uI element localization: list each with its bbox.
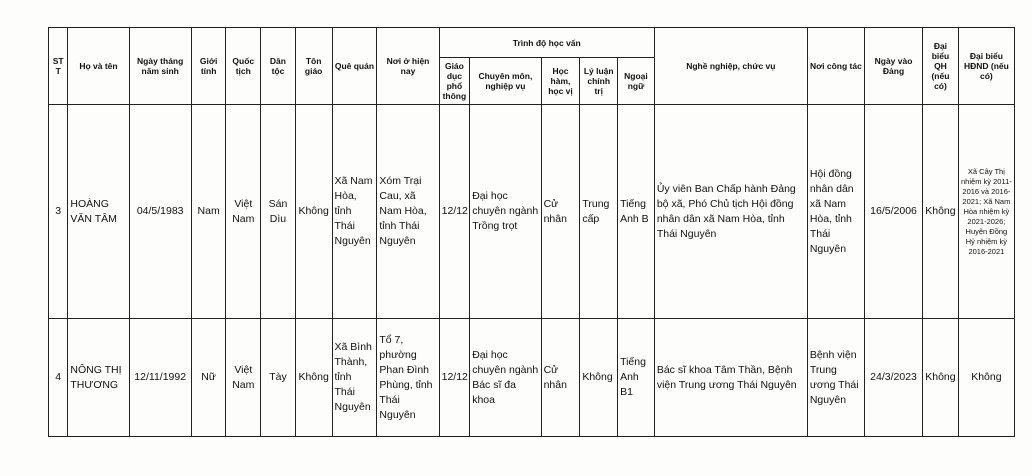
cell-residence: Xóm Trại Cau, xã Nam Hòa, tỉnh Thái Nguyên <box>377 105 439 319</box>
cell-edu-degree: Cử nhân <box>541 319 580 437</box>
cell-edu-general: 12/12 <box>439 319 470 437</box>
table-row <box>49 105 1015 319</box>
cell-stt: 4 <box>49 319 68 437</box>
header-pc-delegate: Đại biểu HĐND (nếu có) <box>958 28 1014 105</box>
cell-dob: 12/11/1992 <box>129 319 191 437</box>
cell-name: HOÀNG VĂN TÂM <box>68 105 129 319</box>
cell-pc-delegate: Không <box>958 319 1014 437</box>
table-row <box>49 319 1015 437</box>
cell-nationality: Việt Nam <box>226 105 261 319</box>
cell-residence: Tổ 7, phường Phan Đình Phùng, tỉnh Thái Nguyên <box>377 319 439 437</box>
cell-pc-delegate: Xã Cây Thị nhiệm kỳ 2011-2016 và 2016-2021; Xã Nam Hòa nhiệm kỳ 2021-2026; Huyện Đồng Hỷ nhiệm kỳ 2016-2021 <box>958 105 1014 319</box>
cell-religion: Không <box>295 105 332 319</box>
cell-stt: 3 <box>49 105 68 319</box>
cell-name: NÔNG THỊ THƯƠNG <box>68 319 129 437</box>
cell-workplace: Hội đồng nhân dân xã Nam Hòa, tỉnh Thái Nguyên <box>807 105 864 319</box>
cell-edu-language: Tiếng Anh B <box>618 105 655 319</box>
header-hometown: Quê quán <box>332 28 377 105</box>
header-stt: ST T <box>49 28 68 105</box>
header-edu-specialty: Chuyên môn, nghiệp vụ <box>470 58 541 105</box>
header-workplace: Nơi công tác <box>807 28 864 105</box>
header-name: Họ và tên <box>68 28 129 105</box>
header-edu-political: Lý luận chính trị <box>580 58 618 105</box>
cell-ethnicity: Sán Dìu <box>261 105 296 319</box>
cell-ethnicity: Tày <box>261 319 296 437</box>
header-edu-language: Ngoại ngữ <box>618 58 655 105</box>
header-education: Trình độ học vấn <box>439 28 654 58</box>
header-nationality: Quốc tịch <box>226 28 261 105</box>
cell-occupation: Bác sĩ khoa Tâm Thần, Bệnh viện Trung ương Thái Nguyên <box>654 319 807 437</box>
cell-edu-specialty: Đại học chuyên ngành Bác sĩ đa khoa <box>470 319 541 437</box>
cell-party-date: 16/5/2006 <box>864 105 922 319</box>
cell-edu-political: Trung cấp <box>580 105 618 319</box>
header-na-delegate: Đại biểu QH (nếu có) <box>923 28 959 105</box>
cell-nationality: Việt Nam <box>226 319 261 437</box>
header-occupation: Nghề nghiệp, chức vụ <box>654 28 807 105</box>
cell-dob: 04/5/1983 <box>129 105 191 319</box>
header-edu-degree: Học hàm, học vị <box>541 58 580 105</box>
header-party-date: Ngày vào Đảng <box>864 28 922 105</box>
cell-hometown: Xã Nam Hòa, tỉnh Thái Nguyên <box>332 105 377 319</box>
header-edu-general: Giáo dục phổ thông <box>439 58 470 105</box>
cell-edu-language: Tiếng Anh B1 <box>618 319 655 437</box>
candidate-table <box>48 27 1015 437</box>
header-dob: Ngày tháng năm sinh <box>129 28 191 105</box>
cell-na-delegate: Không <box>923 319 959 437</box>
cell-edu-degree: Cử nhân <box>541 105 580 319</box>
cell-edu-specialty: Đại học chuyên ngành Trồng trọt <box>470 105 541 319</box>
cell-gender: Nữ <box>191 319 226 437</box>
cell-occupation: Ủy viên Ban Chấp hành Đảng bộ xã, Phó Chủ tịch Hội đồng nhân dân xã Nam Hòa, tỉnh Thái Nguyên <box>654 105 807 319</box>
cell-religion: Không <box>295 319 332 437</box>
cell-party-date: 24/3/2023 <box>864 319 922 437</box>
cell-na-delegate: Không <box>923 105 959 319</box>
header-ethnicity: Dân tộc <box>261 28 296 105</box>
cell-edu-general: 12/12 <box>439 105 470 319</box>
cell-edu-political: Không <box>580 319 618 437</box>
cell-workplace: Bệnh viện Trung ương Thái Nguyên <box>807 319 864 437</box>
cell-gender: Nam <box>191 105 226 319</box>
cell-hometown: Xã Bình Thành, tỉnh Thái Nguyên <box>332 319 377 437</box>
header-residence: Nơi ở hiện nay <box>377 28 439 105</box>
header-religion: Tôn giáo <box>295 28 332 105</box>
header-gender: Giới tính <box>191 28 226 105</box>
